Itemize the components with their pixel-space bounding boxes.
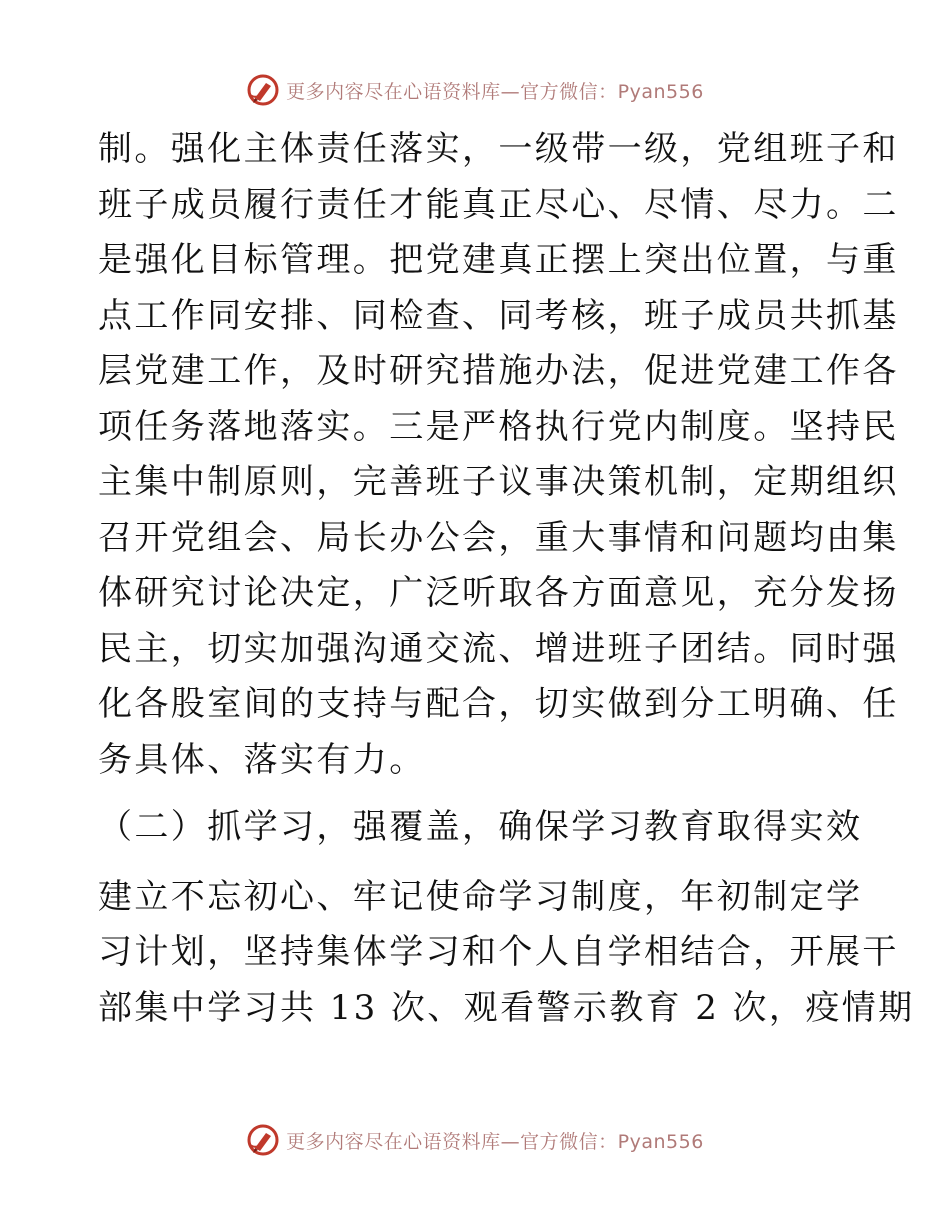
- section-heading: （二）抓学习，强覆盖，确保学习教育取得实效: [98, 807, 863, 847]
- text-line: 建立不忘初心、牢记使命学习制度，年初制定学: [98, 876, 863, 917]
- paragraph-2: [98, 870, 915, 1037]
- text-line: 民主，切实加强沟通交流、增进班子团结。同时强: [98, 628, 899, 669]
- text-line: 项任务落地落实。三是严格执行党内制度。坚持民: [98, 406, 899, 447]
- text-line: 班子成员履行责任才能真正尽心、尽情、尽力。二: [98, 184, 899, 225]
- text-line: 务具体、落实有力。: [98, 739, 426, 780]
- text-line: 召开党组会、局长办公会，重大事情和问题均由集: [98, 517, 899, 558]
- document-body: [98, 122, 915, 1036]
- text-line: 点工作同安排、同检查、同考核，班子成员共抓基: [98, 295, 899, 336]
- footer-watermark-banner: [0, 1120, 950, 1160]
- text-line: 是强化目标管理。把党建真正摆上突出位置，与重: [98, 240, 899, 280]
- text-line: 制。强化主体责任落实，一级带一级，党组班子和: [98, 129, 899, 169]
- text-line: 体研究讨论决定，广泛听取各方面意见，充分发扬: [98, 573, 899, 613]
- text-line: 部集中学习共 13 次、观看警示教育 2 次，疫情期: [98, 987, 915, 1028]
- text-line: 化各股室间的支持与配合，切实做到分工明确、任: [98, 684, 899, 724]
- footer-watermark-text: 更多内容尽在心语资料库—官方微信：Pyan556: [286, 1130, 704, 1153]
- text-line: 主集中制原则，完善班子议事决策机制，定期组织: [98, 462, 899, 502]
- pen-logo-icon: [246, 1123, 280, 1157]
- text-line: 习计划，坚持集体学习和个人自学相结合，开展干: [98, 932, 899, 972]
- header-watermark-text: 更多内容尽在心语资料库—官方微信：Pyan556: [286, 80, 704, 103]
- text-line: 层党建工作，及时研究措施办法，促进党建工作各: [98, 351, 899, 391]
- paragraph-1: [98, 122, 899, 788]
- header-watermark-banner: [0, 70, 950, 110]
- pen-logo-icon: [246, 73, 280, 107]
